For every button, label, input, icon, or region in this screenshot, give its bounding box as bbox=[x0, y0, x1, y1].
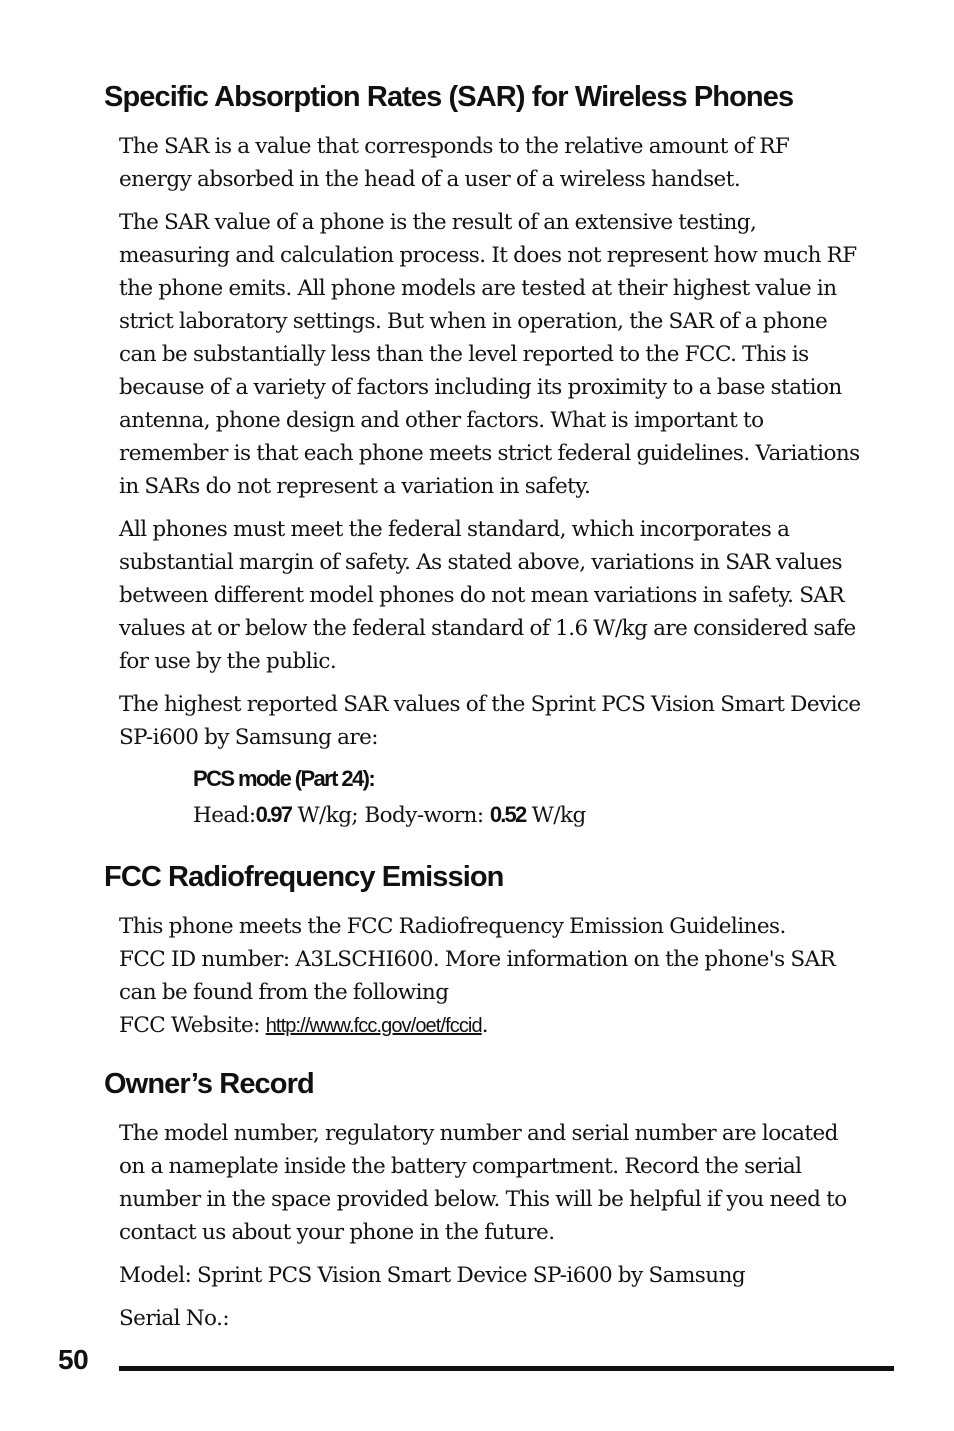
sar-body bbox=[119, 130, 864, 764]
fcc-heading: FCC Radiofrequency Emission bbox=[104, 861, 504, 893]
sar-heading: Specific Absorption Rates (SAR) for Wireless Phones bbox=[104, 81, 794, 113]
fcc-id-line: FCC ID number: A3LSCHI600. More information on the phone's SAR can be found from the following bbox=[119, 947, 836, 1005]
fcc-guidelines-line: This phone meets the FCC Radiofrequency Emission Guidelines. bbox=[119, 914, 786, 939]
footer-rule bbox=[119, 1366, 894, 1371]
sar-paragraph-2: The SAR value of a phone is the result of an extensive testing, measuring and calculation process. It does not represent how much RF the phone emits. All phone models are tested at their highest value in strict laboratory settings. But when in operation, the SAR of a phone can be substantially less than the level reported to the FCC. This is because of a variety of factors including its proximity to a base station antenna, phone design and other factors. What is important to remember is that each phone meets strict federal guidelines. Variations in SARs do not represent a variation in safety. bbox=[119, 210, 860, 499]
fcc-body bbox=[119, 910, 864, 1043]
fcc-website-period: . bbox=[481, 1013, 488, 1038]
body-worn-sar-value: 0.52 bbox=[489, 802, 526, 827]
head-unit: W/kg; Body-worn: bbox=[291, 803, 490, 828]
pcs-mode-label-row bbox=[193, 766, 374, 792]
sar-paragraph-1: The SAR is a value that corresponds to the relative amount of RF energy absorbed in the head of a user of a wireless handset. bbox=[119, 134, 790, 192]
fcc-website-line bbox=[119, 1009, 864, 1043]
owner-record-body bbox=[119, 1117, 864, 1345]
model-line: Model: Sprint PCS Vision Smart Device SP-i600 by Samsung bbox=[119, 1263, 746, 1288]
sar-paragraph-3: All phones must meet the federal standard, which incorporates a substantial margin of safety. As stated above, variations in SAR values between different model phones do not mean variations in safety. SAR values at or below the federal standard of 1.6 W/kg are considered safe for use by the public. bbox=[119, 517, 856, 674]
pcs-mode-label: PCS mode (Part 24): bbox=[193, 766, 375, 791]
head-sar-value: 0.97 bbox=[255, 802, 292, 827]
sar-values-row bbox=[193, 802, 586, 828]
body-worn-unit: W/kg bbox=[525, 803, 586, 828]
fcc-website-label: FCC Website: bbox=[119, 1013, 266, 1038]
owner-record-heading: Owner’s Record bbox=[104, 1068, 314, 1100]
serial-number-label: Serial No.: bbox=[119, 1306, 230, 1331]
sar-paragraph-4: The highest reported SAR values of the Sprint PCS Vision Smart Device SP-i600 by Samsung are: bbox=[119, 692, 861, 750]
owner-record-paragraph: The model number, regulatory number and serial number are located on a nameplate inside the battery compartment. Record the serial number in the space provided below. This will be helpful if you need to contact us about your phone in the future. bbox=[119, 1121, 847, 1245]
head-label: Head: bbox=[193, 803, 256, 828]
page-number: 50 bbox=[58, 1344, 89, 1375]
fcc-website-link[interactable]: http://www.fcc.gov/oet/fccid bbox=[265, 1015, 482, 1037]
